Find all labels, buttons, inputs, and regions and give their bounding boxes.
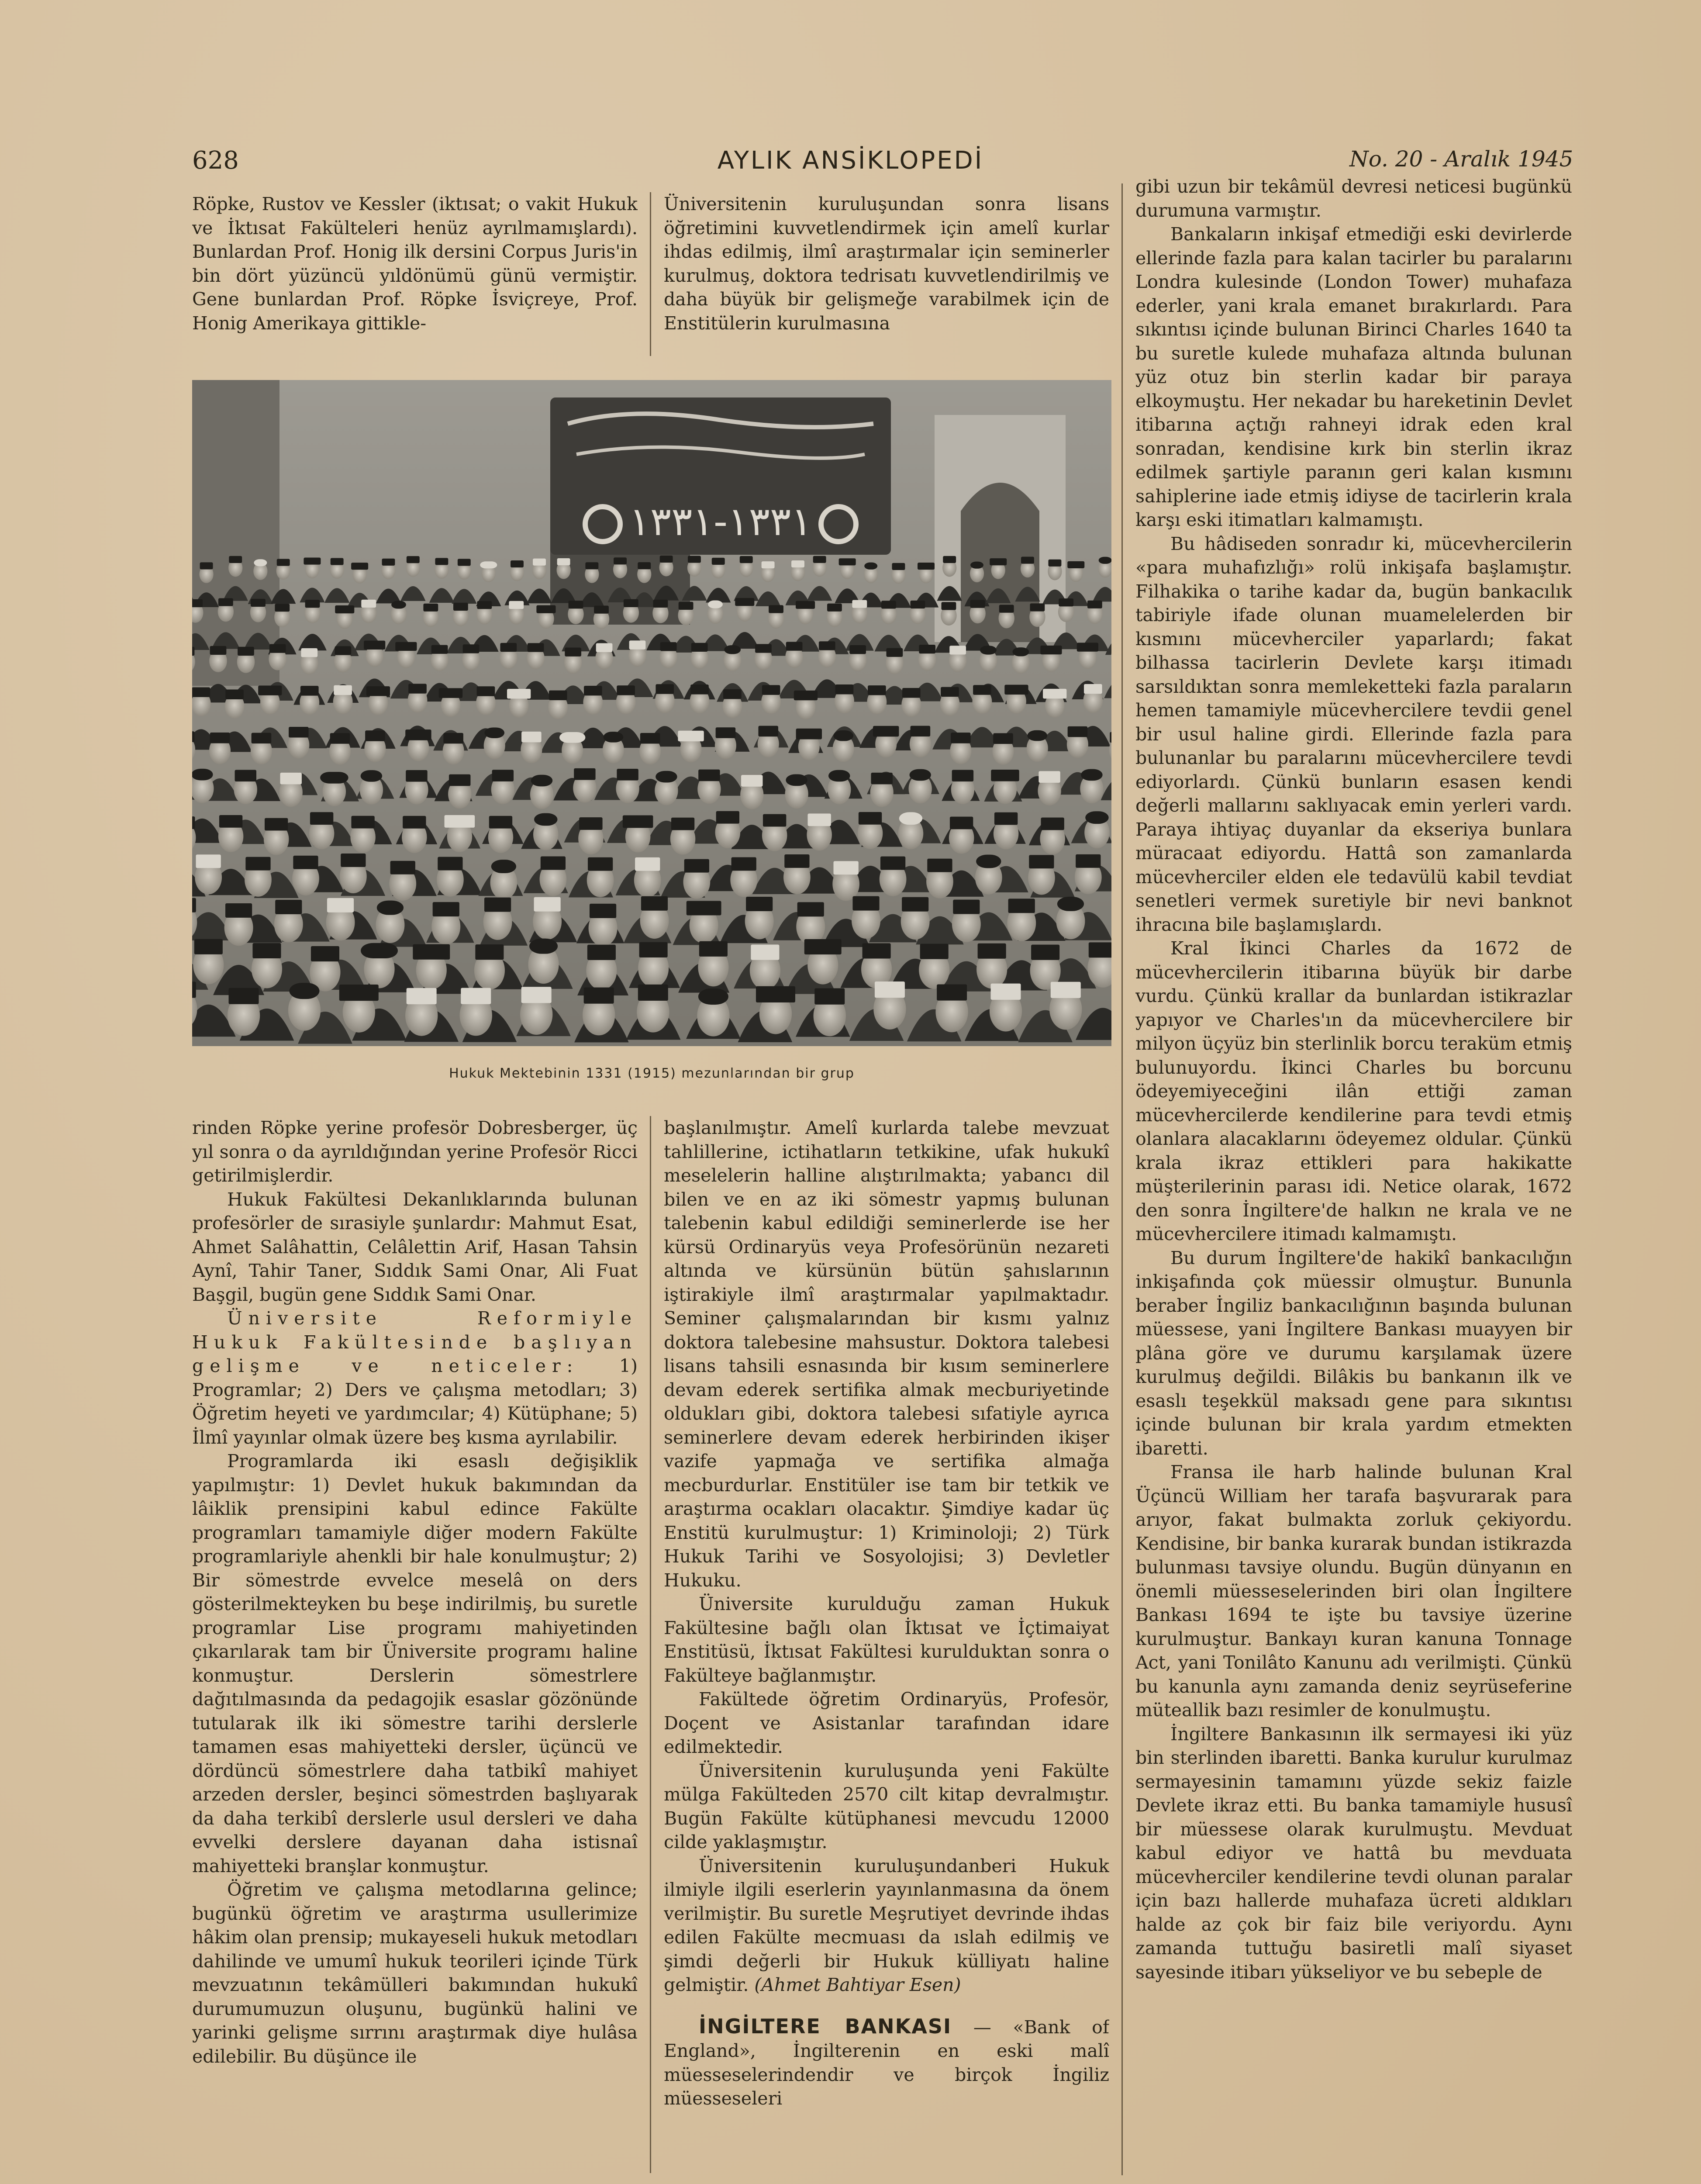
column-1-bottom	[192, 1116, 638, 2173]
paragraph: Üniversite kurulduğu zaman Hukuk Fakültesine bağlı olan İktısat ve İçtimaiyat Enstitüsü, İktısat Fakültesi kurulduktan sonra o Fakülteye bağlanmıştır.	[664, 1593, 1109, 1686]
photo-illustration	[192, 380, 1111, 1046]
photo-caption: Hukuk Mektebinin 1331 (1915) mezunlarından bir grup	[449, 1066, 855, 1081]
column-1-top	[192, 192, 638, 356]
paragraph: gibi uzun bir tekâmül devresi neticesi bugünkü durumuna varmıştır.	[1135, 176, 1572, 221]
column-divider	[650, 1116, 651, 2173]
paragraph: başlanılmıştır. Amelî kurlarda talebe mevzuat tahlillerine, ictihatların tetkikine, ufak hukukî meselelerin halline alıştırılmakta; yabancı dil bilen ve en az iki sömestr yapmış bulunan talebenin kabul edildiği seminerlerde ise her kürsü Ordinaryüs veya Profesörünün nezareti altında ve kürsünün bütün şahıslarının iştirakiyle ilmî araştırmalar yapılmaktadır. Seminer çalışmalarından bir kısmı yalnız doktora talebesine mahsustur. Doktora talebesi lisans tahsili esnasında bir kısım seminerlere devam ederek sertifika almak mecburiyetinde oldukları gibi, doktora talebesi sıfatiyle ayrıca seminerlere devam ederek herbirinden ikişer vazife yapmağa ve sertifika almağa mecburdurlar. Enstitüler ise tam bir tetkik ve araştırma ocakları olacaktır. Şimdiye kadar üç Enstitü kurulmuştur: 1) Kriminoloji; 2) Türk Hukuk Tarihi ve Sosyolojisi; 3) Devletler Hukuku.	[664, 1117, 1109, 1591]
paragraph: Fakültede öğretim Ordinaryüs, Profesör, Doçent ve Asistanlar tarafından idare edilmektedir.	[664, 1689, 1109, 1757]
paragraph	[664, 2015, 1109, 2111]
paragraph: Öğretim ve çalışma metodlarına gelince; bugünkü öğretim ve araştırma usullerimize hâkim olan prensip; mukayeseli hukuk metodları dahilinde ve umumî hukuk teorileri içinde Türk mevzuatının tekâmülleri bakımından hukukî durumumuzun oluşunu, bugünkü halini ve yarinki gelişme sırrını araştırmak diye hulâsa edilebilir. Bu düşünce ile	[192, 1879, 638, 2067]
paragraph: Üniversitenin kuruluşunda yeni Fakülte mülga Fakülteden 2570 cilt kitap devralmıştır. Bugün Fakülte kütüphanesi mevcudu 12000 cilde yaklaşmıştır.	[664, 1760, 1109, 1852]
column-divider	[1121, 183, 1123, 2175]
paragraph: Hukuk Fakültesi Dekanlıklarında bulunan profesörler de sırasiyle şunlardır: Mahmut Esat, Ahmet Salâhattin, Celâlettin Arif, Hasan Tahsin Aynî, Tahir Taner, Sıddık Sami Onar, Ali Fuat Başgil, bugün gene Sıddık Sami Onar.	[192, 1189, 638, 1305]
paragraph-text: — «Bank of England», İngilterenin en eski malî müesseselerindendir ve birçok İngiliz müesseseleri	[664, 2016, 1109, 2109]
paragraph: Bu hâdiseden sonradır ki, mücevhercilerin «para muhafızlığı» rolü inkişafa başlamıştır. Filhakika o tarihe kadar da, bugün bankacılık tabiriyle ifade olunan muamelelerden bir kısmını mücevherciler yaparlardı; fakat bilhassa tacirlerin Devlete karşı itimadı sarsıldıktan sonra memleketteki fazla paraların hemen tamamiyle mücevhercilere tevdii genel bir usul haline girdi. Ellerinde fazla para bulunanlar bu paralarını mücevhercilere tevdi ediyorlardı. Çünkü bunların esasen kendi değerli mallarını saklıyacak emin yerleri vardı. Paraya ihtiyaç duyanlar da ekseriya bunlara müracaat ediyordu. Hattâ son zamanlarda mücevherciler elden ele tedavülü kabil tevdiat senetleri vermek suretiyle bir nevi banknot ihracına bile başlamışlardı.	[1135, 533, 1572, 935]
paragraph: rinden Röpke yerine profesör Dobresberger, üç yıl sonra o da ayrıldığından yerine Profesör Ricci getirilmişlerdir.	[192, 1117, 638, 1186]
banner-text: ۱۳۳۱-۱۳۳۱	[629, 499, 812, 545]
paragraph: Bu durum İngiltere'de hakikî bankacılığın inkişafında çok müessir olmuştur. Bununla beraber İngiliz bankacılığının başında bulunan müessese, yani İngiltere Bankası muayyen bir plâna göre ve durumu karşılamak üzere kurulmuş değildi. Bilâkis bu bankanın ilk ve esaslı teşekkül maksadı gene para sıkıntısı içinde bulunan bir krala yardım etmekten ibaretti.	[1135, 1247, 1572, 1459]
paragraph	[192, 1306, 638, 1449]
paragraph-text: 1) Programlar; 2) Ders ve çalışma metodları; 3) Öğretim heyeti ve yardımcılar; 4) Kütüphane; 5) İlmî yayınlar olmak üzere beş kısma ayrılabilir.	[192, 1355, 638, 1448]
page-number: 628	[192, 146, 239, 175]
group-photograph	[192, 380, 1111, 1046]
issue-date: No. 20 - Aralık 1945	[1349, 146, 1573, 172]
journal-title: AYLIK ANSİKLOPEDİ	[717, 146, 984, 175]
paragraph: Programlarda iki esaslı değişiklik yapılmıştır: 1) Devlet hukuk bakımından da lâiklik prensipini kabul edince Fakülte programları tamamiyle diğer modern Fakülte programlariyle ahenkli bir hale konulmuştur; 2) Bir sömestrde evvelce meselâ on ders gösterilmekteyken bu beşe indirilmiş, bu suretle programlar Lise programı mahiyetinden çıkarılarak tam bir Üniversite programı haline konmuştur. Derslerin sömestrlere dağıtılmasında da pedagojik esaslar gözönünde tutularak ilk iki sömestre tarihi derslerle tamamen esas mahiyetteki dersler, üçüncü ve dördüncü sömestrlere daha tatbikî mahiyet arzeden dersler, beşinci sömestrden başlıyarak da daha terkibî derslerle usul dersleri ve daha evvelki derslere dayanan daha istisnaî mahiyetteki branşlar konmuştur.	[192, 1451, 638, 1876]
paragraph: Kral İkinci Charles da 1672 de mücevhercilerin itibarına büyük bir darbe vurdu. Çünkü krallar da bunlardan istikrazlar yapıyor ve Charles'ın da mücevhercilere bir milyon üçyüz bin sterlinlik borcu teraküm etmiş bulunuyordu. İkinci Charles bu borcunu ödeyemiyeceğini ilân ettiği zaman mücevhercilerde kendilerine para tevdi etmiş olanlara alacaklarını ödeyemez oldular. Çünkü krala ikraz ettikleri para hakikatte müşterilerinin parası idi. Netice olarak, 1672 den sonra İngiltere'de halkın ne krala ve ne mücevhercilere itimadı kalmamıştı.	[1135, 938, 1572, 1244]
paragraph: Bankaların inkişaf etmediği eski devirlerde ellerinde fazla para kalan tacirler bu paralarını Londra kulesinde (London Tower) muhafaza ederler, yani krala emanet bırakırlardı. Para sıkıntısı içinde bulunan Birinci Charles 1640 ta bu suretle kulede muhafaza altında bulunan yüz otuz bin sterlin kadar bir paraya elkoymuştu. Her nekadar bu hareketinin Devlet itibarına açtığı rahneyi idrak eden kral sonradan, kendisine kırk bin sterlin ikraz edilmek şartiyle paranın geri kalan kısmını sahiplerine iade etmiş idiyse de tacirlerin krala karşı eski itimatları kalmamıştı.	[1135, 224, 1572, 530]
column-2-top	[664, 192, 1109, 356]
section-lead: Üniversite Reformiyle Hukuk Fakültesinde başlıyan gelişme ve neticeler:	[192, 1308, 638, 1376]
author-signature: (Ahmet Bahtiyar Esen)	[754, 1974, 961, 1995]
column-3	[1135, 175, 1572, 2167]
paragraph	[664, 1854, 1109, 1997]
column-divider	[650, 192, 651, 356]
article-heading: İNGİLTERE BANKASI	[699, 2014, 952, 2038]
paragraph: İngiltere Bankasının ilk sermayesi iki yüz bin sterlinden ibaretti. Banka kurulur kurulmaz sermayesinin tamamını yüzde sekiz faizle Devlete ikraz etti. Bu banka tamamiyle hususî bir müessese olarak kurulmuştu. Mevduat kabul ediyor ve hattâ bu mevduata mücevherciler kendilerine tevdi olunan paralar için bazı hallerde muhafaza ücreti aldıkları halde az çok bir faiz bile veriyordu. Aynı zamanda tuttuğu basiretli malî siyaset sayesinde itibarı yükseliyor ve bu sebeple de	[1135, 1723, 1572, 1983]
paragraph-text: Üniversitenin kuruluşundanberi Hukuk ilmiyle ilgili eserlerin yayınlanmasına da önem verilmiştir. Bu suretle Meşrutiyet devrinde ihdas edilen Fakülte mecmuası da ıslah edilmiş ve şimdi değerli bir Hukuk külliyatı haline gelmiştir.	[664, 1855, 1109, 1995]
paragraph: Röpke, Rustov ve Kessler (iktısat; o vakit Hukuk ve İktısat Fakülteleri henüz ayrılmamışlardı). Bunlardan Prof. Honig ilk dersini Corpus Juris'in bin dört yüzüncü yıldönümü günü vermiştir. Gene bunlardan Prof. Röpke İsviçreye, Prof. Honig Amerikaya gittikle-	[192, 194, 638, 334]
paragraph: Üniversitenin kuruluşundan sonra lisans öğretimini kuvvetlendirmek için amelî kurlar ihdas edilmiş, ilmî araştırmalar için seminerler kurulmuş, doktora tedrisatı kuvvetlendirilmiş ve daha büyük bir gelişmeğe varabilmek için de Enstitülerin kurulmasına	[664, 194, 1109, 334]
column-2-bottom	[664, 1116, 1109, 2173]
paragraph: Fransa ile harb halinde bulunan Kral Üçüncü William her tarafa başvurarak para arıyor, fakat bulmakta zorluk çekiyordu. Kendisine, bir banka kurarak bundan istikrazda bulunması tavsiye olundu. Bugün dünyanın en önemli müesseselerinden biri olan İngiltere Bankası 1694 te işte bu tavsiye üzerine kurulmuştur. Bankayı kuran kanuna Tonnage Act, yani Tonilâto Kanunu adı verilmişti. Çünkü bu kanunla aynı zamanda deniz seyrüseferine müteallik bazı resimler de konulmuştu.	[1135, 1462, 1572, 1721]
